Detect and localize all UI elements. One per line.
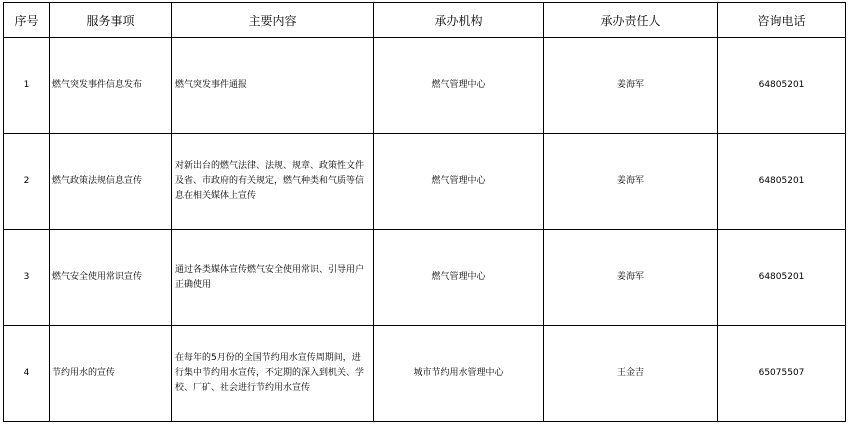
- row-responsible-person: 姜海军: [544, 230, 718, 326]
- header-no: 序号: [4, 3, 50, 38]
- row-responsible-person: 姜海军: [544, 134, 718, 230]
- row-main-content: 燃气突发事件通报: [172, 38, 374, 134]
- row-no: 3: [4, 230, 50, 326]
- row-organization: 燃气管理中心: [374, 134, 544, 230]
- row-phone: 64805201: [718, 134, 846, 230]
- header-row: [4, 3, 846, 38]
- row-main-content: 在每年的5月份的全国节约用水宣传周期间，进行集中节约用水宣传，不定期的深入到机关、学校、厂矿、社会进行节约用水宣传: [172, 326, 374, 422]
- row-service-item: 节约用水的宣传: [50, 326, 172, 422]
- header-organization: 承办机构: [374, 3, 544, 38]
- row-main-content: 对新出台的燃气法律、法规、规章、政策性文件及省、市政府的有关规定，燃气种类和气质等信息在相关媒体上宣传: [172, 134, 374, 230]
- row-phone: 65075507: [718, 326, 846, 422]
- row-organization: 燃气管理中心: [374, 38, 544, 134]
- header-service-item: 服务事项: [50, 3, 172, 38]
- row-no: 4: [4, 326, 50, 422]
- row-responsible-person: 姜海军: [544, 38, 718, 134]
- row-responsible-person: 王金吉: [544, 326, 718, 422]
- row-phone: 64805201: [718, 230, 846, 326]
- row-no: 2: [4, 134, 50, 230]
- row-service-item: 燃气突发事件信息发布: [50, 38, 172, 134]
- row-organization: 城市节约用水管理中心: [374, 326, 544, 422]
- row-service-item: 燃气安全使用常识宣传: [50, 230, 172, 326]
- table-row: [4, 326, 846, 422]
- header-main-content: 主要内容: [172, 3, 374, 38]
- row-phone: 64805201: [718, 38, 846, 134]
- table-row: [4, 134, 846, 230]
- table-row: [4, 38, 846, 134]
- header-responsible-person: 承办责任人: [544, 3, 718, 38]
- table-row: [4, 230, 846, 326]
- row-main-content: 通过各类媒体宣传燃气安全使用常识、引导用户正确使用: [172, 230, 374, 326]
- header-phone: 咨询电话: [718, 3, 846, 38]
- row-service-item: 燃气政策法规信息宣传: [50, 134, 172, 230]
- row-organization: 燃气管理中心: [374, 230, 544, 326]
- service-table: [3, 2, 846, 422]
- row-no: 1: [4, 38, 50, 134]
